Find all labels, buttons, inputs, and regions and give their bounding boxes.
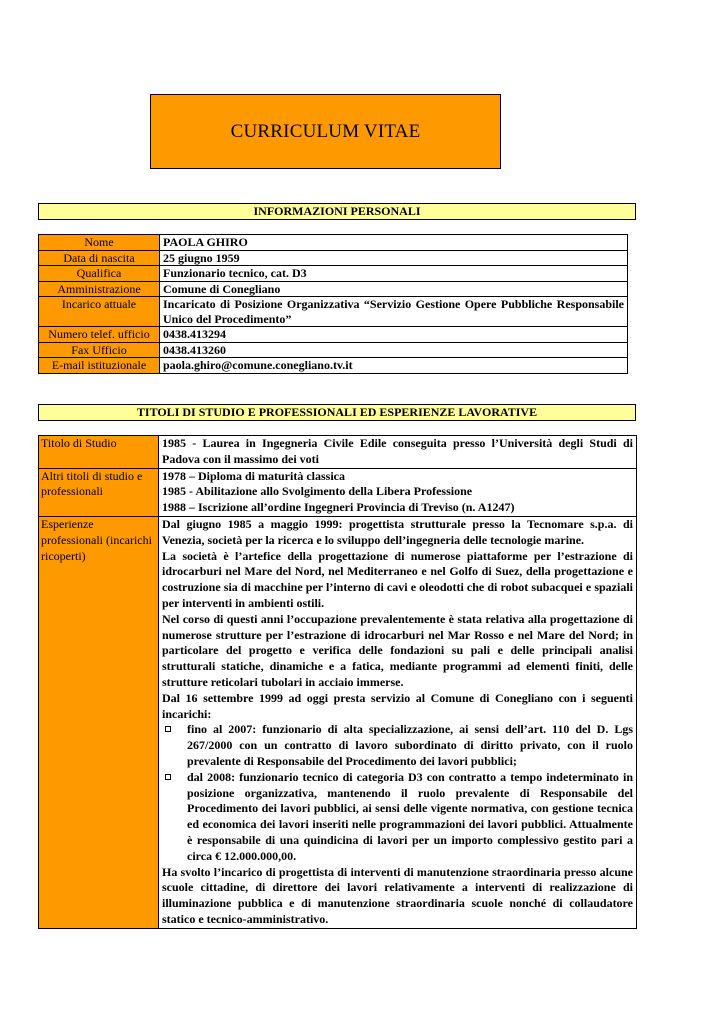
label-amministrazione: Amministrazione — [39, 281, 160, 297]
value-data-nascita: 25 giugno 1959 — [160, 250, 628, 266]
bullet-text: dal 2008: funzionario tecnico di categoria D3 con contratto a tempo indeterminato in posizione organizzativa, mantenendo il ruolo prevalente di Responsabile del Procedimento dei lavori pubblici, ai sensi delle vigente normativa, con gestione tecnica ed economica dei lavori inseriti nelle programmazioni dei lavori pubblici. Attualmente è responsabile di una quindicina di lavori per un importo complessivo gestito pari a circa € 12.000.000,00. — [187, 769, 633, 863]
career-table — [38, 435, 637, 929]
altri-titoli-item: 1988 – Iscrizione all’ordine Ingegneri Provincia di Treviso (n. A1247) — [162, 500, 515, 515]
label-titolo-studio: Titolo di Studio — [39, 436, 159, 469]
label-nome: Nome — [39, 235, 160, 251]
esperienze-paragraph: Dal 16 settembre 1999 ad oggi presta servizio al Comune di Conegliano con i seguenti incarichi: — [162, 690, 633, 721]
esperienze-paragraph: Nel corso di questi anni l’occupazione prevalentemente è stata relativa alla progettazione di numerose strutture per l’estrazione di idrocarburi nel Mar Rosso e nel Mare del Nord; in particolare del progetto e verifica delle fondazioni su pali e delle principali analisi strutturali statiche, dinamiche e a fatica, mediante programmi ad elementi finiti, delle strutture reticolari tubolari in acciaio immerse. — [162, 611, 633, 689]
value-amministrazione: Comune di Conegliano — [160, 281, 628, 297]
esperienze-paragraph: La società è l’artefice della progettazione di numerose piattaforme per l’estrazione di idrocarburi nel Mare del Nord, nel Mediterraneo e nel Golfo di Suez, della progettazione e costruzione sia di macchine per l’interno di cavi e oleodotti che di robot subacquei e spaziali per interventi in ambienti ostili. — [162, 548, 633, 610]
table-row — [39, 436, 637, 469]
table-row — [39, 281, 628, 297]
value-altri-titoli — [159, 468, 637, 516]
list-item — [162, 770, 633, 865]
table-row — [39, 516, 637, 928]
value-esperienze — [159, 516, 637, 928]
square-bullet-icon — [165, 774, 171, 780]
esperienze-bullet-list — [162, 722, 633, 864]
document-title: CURRICULUM VITAE — [150, 94, 501, 169]
label-telefono: Numero telef. ufficio — [39, 327, 160, 343]
section-heading-personal: INFORMAZIONI PERSONALI — [38, 203, 636, 220]
table-row — [39, 250, 628, 266]
label-email: E-mail istituzionale — [39, 358, 160, 374]
table-row — [39, 358, 628, 374]
altri-titoli-item: 1985 - Abilitazione allo Svolgimento della Libera Professione — [162, 484, 473, 499]
square-bullet-icon — [165, 726, 171, 732]
value-incarico: Incaricato di Posizione Organizzativa “Servizio Gestione Opere Pubbliche Responsabile Unico del Procedimento” — [160, 297, 628, 327]
label-incarico: Incarico attuale — [39, 297, 160, 327]
altri-titoli-item: 1978 – Diploma di maturità classica — [162, 468, 345, 483]
section-heading-career: TITOLI DI STUDIO E PROFESSIONALI ED ESPERIENZE LAVORATIVE — [38, 404, 636, 421]
label-esperienze: Esperienze professionali (incarichi ricoperti) — [39, 516, 159, 928]
table-row — [39, 266, 628, 282]
value-nome: PAOLA GHIRO — [160, 235, 628, 251]
value-titolo-studio: 1985 - Laurea in Ingegneria Civile Edile conseguita presso l’Università degli Studi di Padova con il massimo dei voti — [159, 436, 637, 469]
table-row — [39, 468, 637, 516]
label-data-nascita: Data di nascita — [39, 250, 160, 266]
bullet-text: fino al 2007: funzionario di alta specializzazione, ai sensi dell’art. 110 del D. Lgs 267/2000 con un contratto di lavoro subordinato di diritto privato, con il ruolo prevalente di Responsabile del Procedimento dei lavori pubblici; — [187, 722, 633, 768]
value-telefono: 0438.413294 — [160, 327, 628, 343]
esperienze-closing: Ha svolto l’incarico di progettista di interventi di manutenzione straordinaria presso alcune scuole cittadine, di direttore dei lavori relativamente a interventi di realizzazione di illuminazione pubblica e di manutenzione straordinaria scuole nonché di collaudatore statico e tecnico-amministrativo. — [162, 864, 633, 926]
personal-info-table — [38, 234, 628, 374]
table-row — [39, 342, 628, 358]
table-row — [39, 327, 628, 343]
table-row — [39, 297, 628, 327]
esperienze-paragraph: Dal giugno 1985 a maggio 1999: progettista strutturale presso la Tecnomare s.p.a. di Venezia, società per la ricerca e lo sviluppo dell’ingegneria delle tecnologie marine. — [162, 516, 633, 547]
label-altri-titoli: Altri titoli di studio e professionali — [39, 468, 159, 516]
value-email: paola.ghiro@comune.conegliano.tv.it — [160, 358, 628, 374]
label-fax: Fax Ufficio — [39, 342, 160, 358]
value-fax: 0438.413260 — [160, 342, 628, 358]
label-qualifica: Qualifica — [39, 266, 160, 282]
table-row — [39, 235, 628, 251]
value-qualifica: Funzionario tecnico, cat. D3 — [160, 266, 628, 282]
list-item — [162, 722, 633, 769]
